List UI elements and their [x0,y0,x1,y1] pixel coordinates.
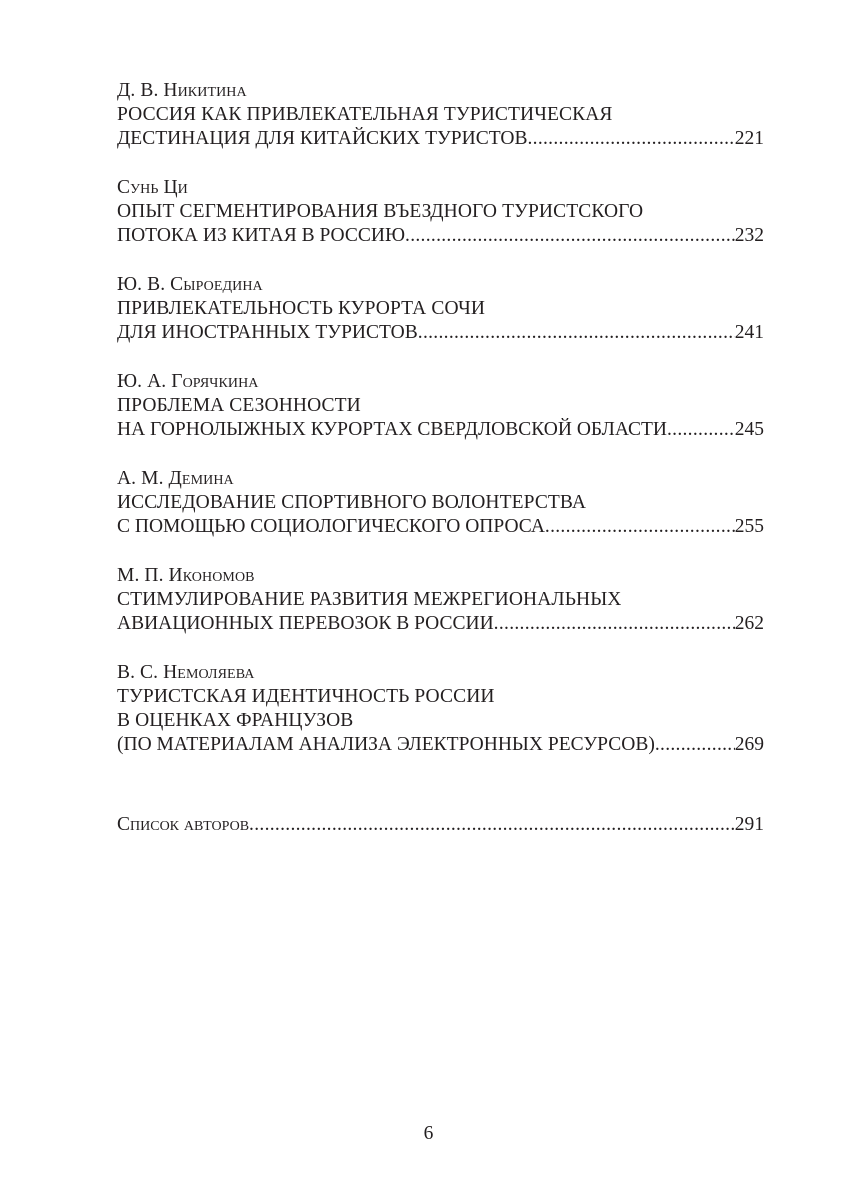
entry-title-text: ПОТОКА ИЗ КИТАЯ В РОССИЮ [117,225,406,246]
dot-leader [655,733,735,757]
entry-page-number: 221 [734,128,764,149]
toc-entry [117,467,764,539]
entry-title-text: (ПО МАТЕРИАЛАМ АНАЛИЗА ЭЛЕКТРОННЫХ РЕСУРСОВ) [117,734,655,755]
dot-leader [494,612,735,636]
entry-page-number: 232 [734,225,764,246]
dot-leader [249,813,735,837]
entry-author: А. М. Демина [117,468,234,489]
entry-page-number: 255 [734,516,764,537]
toc-entry [117,564,764,636]
table-of-contents [117,79,764,837]
entry-page-number: 262 [734,613,764,634]
toc-entry [117,273,764,345]
entry-author: Д. В. Никитина [117,80,247,101]
toc-entry [117,79,764,151]
toc-entry [117,176,764,248]
entry-page-number: 269 [734,734,764,755]
entry-title-text: ДЛЯ ИНОСТРАННЫХ ТУРИСТОВ [117,322,418,343]
entry-title-last-line [117,612,764,636]
entry-title-text: АВИАЦИОННЫХ ПЕРЕВОЗОК В РОССИИ [117,613,494,634]
entry-title-last-line [117,418,764,442]
entry-title-line: ИССЛЕДОВАНИЕ СПОРТИВНОГО ВОЛОНТЕРСТВА [117,492,586,513]
entry-title-line: В ОЦЕНКАХ ФРАНЦУЗОВ [117,710,354,731]
entry-title-line: ОПЫТ СЕГМЕНТИРОВАНИЯ ВЪЕЗДНОГО ТУРИСТСКОГО [117,201,644,222]
entry-author: В. С. Немоляева [117,662,255,683]
entry-title-last-line [117,515,764,539]
entry-title-line: ПРИВЛЕКАТЕЛЬНОСТЬ КУРОРТА СОЧИ [117,298,486,319]
entry-author: Ю. В. Сыроедина [117,274,263,295]
dot-leader [545,515,735,539]
page-number: 6 [423,1123,434,1144]
authors-list-label: Список авторов [117,814,250,835]
entry-title-last-line [117,733,764,757]
toc-entry [117,661,764,757]
entry-title-last-line [117,224,764,248]
entry-author: М. П. Икономов [117,565,255,586]
dot-leader [405,224,735,248]
entry-title-text: ДЕСТИНАЦИЯ ДЛЯ КИТАЙСКИХ ТУРИСТОВ [117,128,528,149]
authors-list-page-number: 291 [734,814,764,835]
authors-list-entry [117,813,764,837]
entry-title-line: СТИМУЛИРОВАНИЕ РАЗВИТИЯ МЕЖРЕГИОНАЛЬНЫХ [117,589,622,610]
entry-page-number: 245 [734,419,764,440]
entry-title-line: РОССИЯ КАК ПРИВЛЕКАТЕЛЬНАЯ ТУРИСТИЧЕСКАЯ [117,104,613,125]
entry-author: Ю. А. Горячкина [117,371,259,392]
toc-entry [117,370,764,442]
entry-page-number: 241 [734,322,764,343]
entry-title-line: ТУРИСТСКАЯ ИДЕНТИЧНОСТЬ РОССИИ [117,686,495,707]
entry-author: Сунь Ци [117,177,188,198]
dot-leader [527,127,734,151]
dot-leader [418,321,735,345]
dot-leader [667,418,735,442]
authors-list-line [117,813,764,837]
entry-title-last-line [117,127,764,151]
entry-title-line: ПРОБЛЕМА СЕЗОННОСТИ [117,395,361,416]
entry-title-text: НА ГОРНОЛЫЖНЫХ КУРОРТАХ СВЕРДЛОВСКОЙ ОБЛАСТИ [117,419,667,440]
entry-title-text: С ПОМОЩЬЮ СОЦИОЛОГИЧЕСКОГО ОПРОСА [117,516,545,537]
entry-title-last-line [117,321,764,345]
